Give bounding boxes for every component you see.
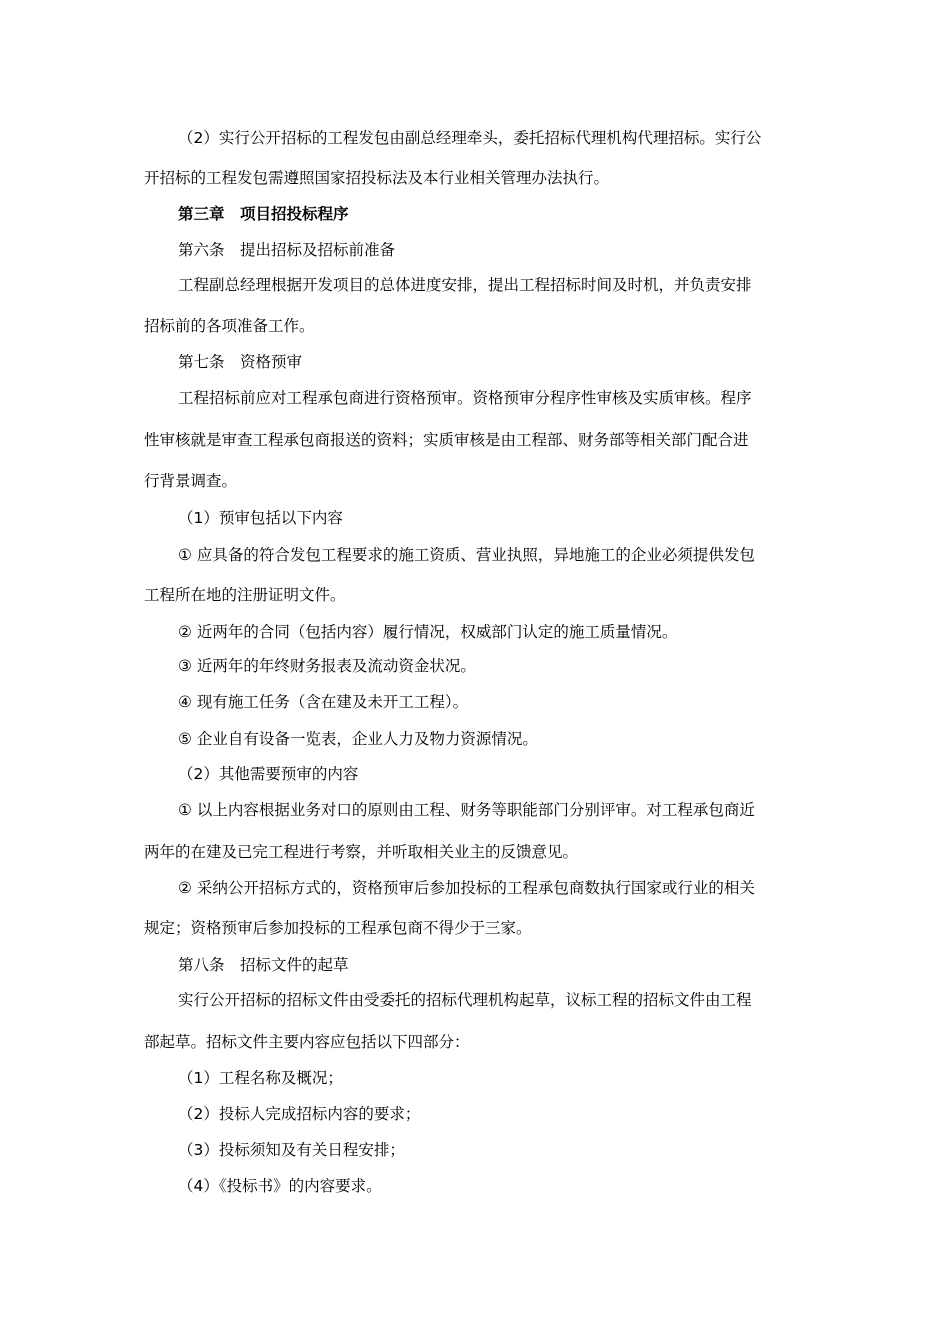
list-item-6: ① 以上内容根据业务对口的原则由工程、财务等职能部门分别评审。对工程承包商近 <box>178 801 755 819</box>
numbered-item-2: （2）投标人完成招标内容的要求； <box>178 1105 421 1123</box>
paragraph-line-2: 开招标的工程发包需遵照国家招投标法及本行业相关管理办法执行。 <box>144 169 610 187</box>
list-item-4: ④ 现有施工任务（含在建及未开工工程）。 <box>178 693 469 711</box>
numbered-item-4: （4）《投标书》的内容要求。 <box>178 1177 382 1195</box>
paragraph-line-10: 行背景调查。 <box>144 472 238 490</box>
list-item-7: ② 采纳公开招标方式的，资格预审后参加投标的工程承包商数执行国家或行业的相关 <box>178 879 755 897</box>
paragraph-line-1: （2）实行公开招标的工程发包由副总经理牵头，委托招标代理机构代理招标。实行公 <box>178 129 762 147</box>
sub-heading-2: （2）其他需要预审的内容 <box>178 765 359 783</box>
paragraph-line-5: 工程副总经理根据开发项目的总体进度安排，提出工程招标时间及时机，并负责安排 <box>178 276 752 294</box>
paragraph-line-25: 部起草。招标文件主要内容应包括以下四部分： <box>144 1033 470 1051</box>
list-item-1: ① 应具备的符合发包工程要求的施工资质、营业执照，异地施工的企业必须提供发包 <box>178 546 755 564</box>
paragraph-line-9: 性审核就是审查工程承包商报送的资料；实质审核是由工程部、财务部等相关部门配合进 <box>144 431 749 449</box>
article-heading-8: 第八条 招标文件的起草 <box>178 956 349 974</box>
paragraph-line-6: 招标前的各项准备工作。 <box>144 317 315 335</box>
numbered-item-3: （3）投标须知及有关日程安排； <box>178 1141 405 1159</box>
sub-heading-1: （1）预审包括以下内容 <box>178 509 343 527</box>
list-item-2: ② 近两年的合同（包括内容）履行情况，权威部门认定的施工质量情况。 <box>178 623 678 641</box>
list-item-5: ⑤ 企业自有设备一览表，企业人力及物力资源情况。 <box>178 730 538 748</box>
article-heading-6: 第六条 提出招标及招标前准备 <box>178 241 396 259</box>
paragraph-line-24: 实行公开招标的招标文件由受委托的招标代理机构起草，议标工程的招标文件由工程 <box>178 991 752 1009</box>
list-item-7-cont: 规定；资格预审后参加投标的工程承包商不得少于三家。 <box>144 919 532 937</box>
list-item-3: ③ 近两年的年终财务报表及流动资金状况。 <box>178 657 476 675</box>
numbered-item-1: （1）工程名称及概况； <box>178 1069 343 1087</box>
list-item-1-cont: 工程所在地的注册证明文件。 <box>144 586 346 604</box>
chapter-heading: 第三章 项目招投标程序 <box>178 205 349 223</box>
article-heading-7: 第七条 资格预审 <box>178 353 303 371</box>
list-item-6-cont: 两年的在建及已完工程进行考察，并听取相关业主的反馈意见。 <box>144 843 579 861</box>
paragraph-line-8: 工程招标前应对工程承包商进行资格预审。资格预审分程序性审核及实质审核。程序 <box>178 389 752 407</box>
